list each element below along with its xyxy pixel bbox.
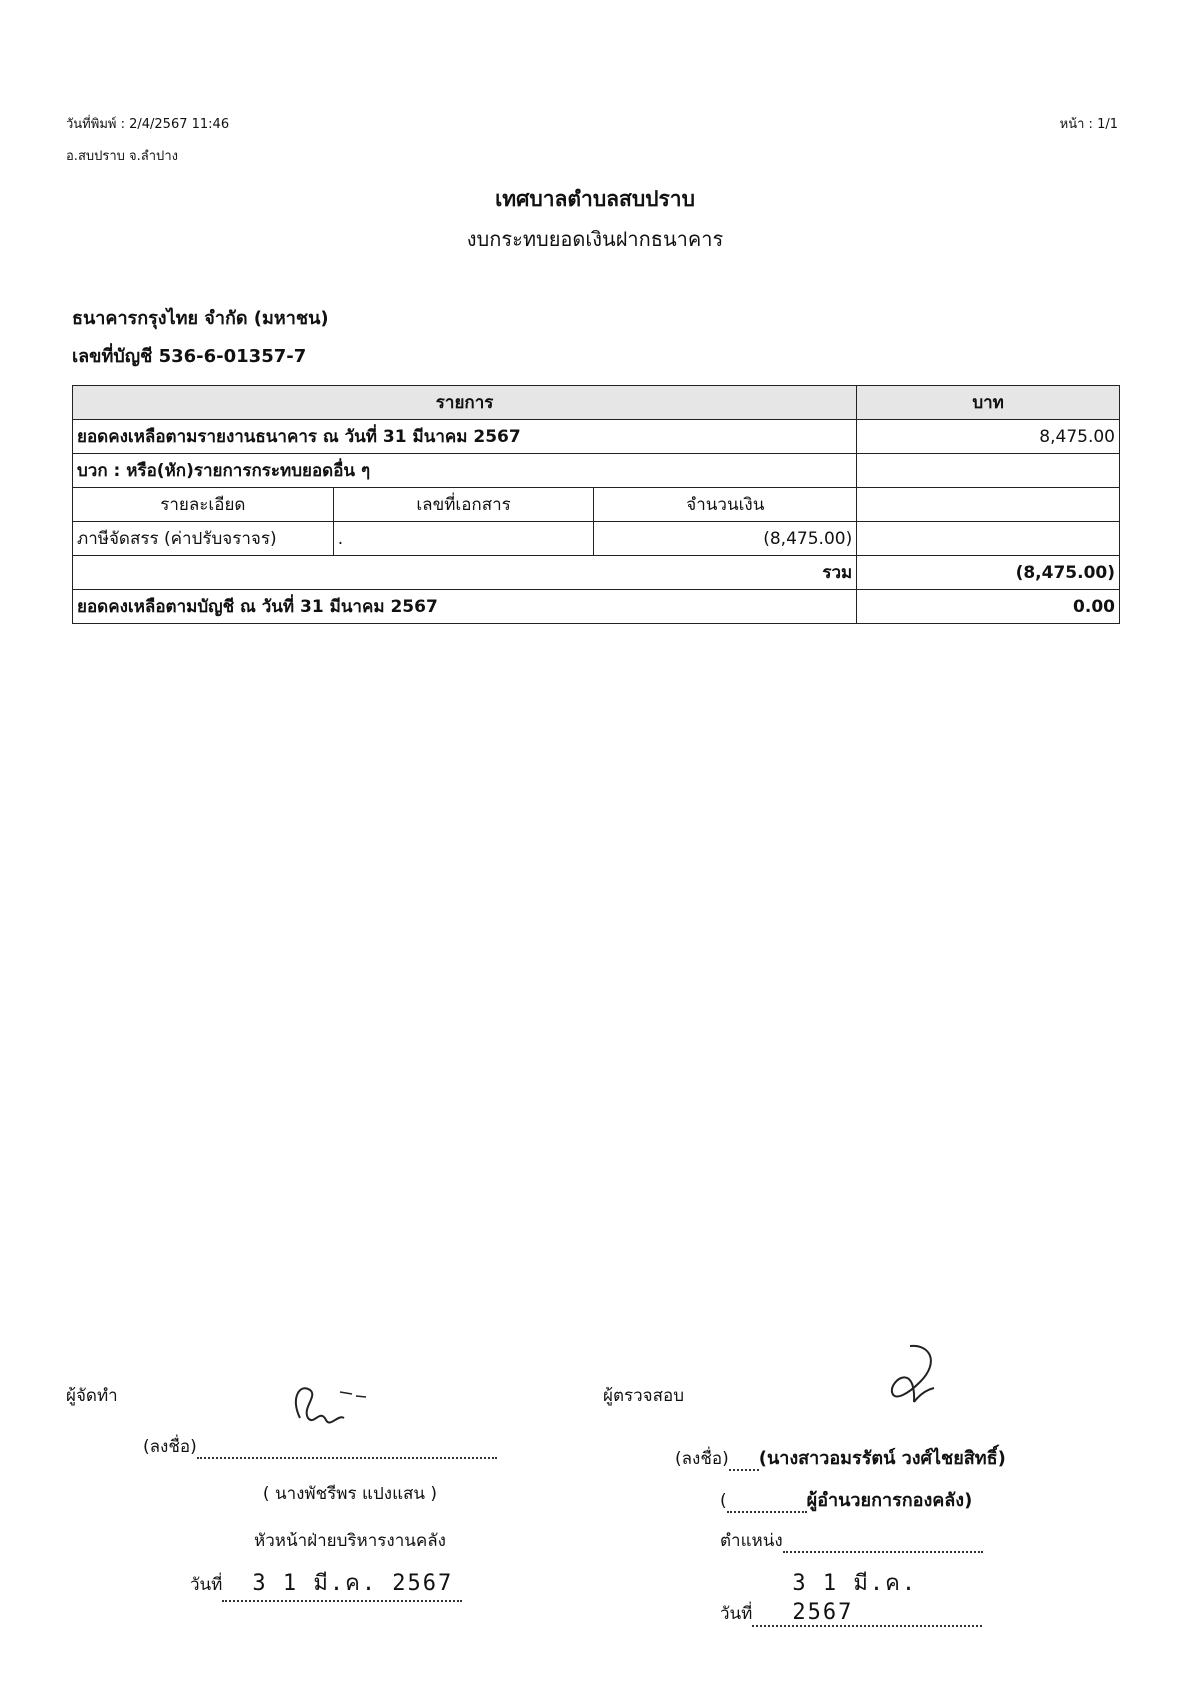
preparer-sign-prefix: (ลงชื่อ): [143, 1437, 197, 1457]
reviewer-role: ผู้ตรวจสอบ: [603, 1386, 685, 1406]
reviewer-name: (นางสาวอมรรัตน์ วงศ์ไชยสิทธิ์): [758, 1448, 1006, 1469]
adjust-label: บวก : หรือ(หัก)รายการกระทบยอดอื่น ๆ: [73, 454, 857, 488]
book-balance-value: 0.00: [857, 590, 1120, 624]
preparer-signature-icon: [280, 1378, 380, 1438]
header-baht: บาท: [857, 386, 1120, 420]
row-amount: (8,475.00): [594, 522, 857, 556]
total-value: (8,475.00): [857, 556, 1120, 590]
reviewer-signature-icon: [870, 1342, 960, 1422]
table-row: [73, 522, 1120, 556]
sub-header-amount: จำนวนเงิน: [594, 488, 857, 522]
reviewer-sign-prefix: (ลงชื่อ): [675, 1449, 729, 1469]
reviewer-date-line: [720, 1565, 982, 1627]
reviewer-sign-dots: [729, 1449, 759, 1471]
row-doc-no: .: [333, 522, 594, 556]
reconciliation-table: [72, 385, 1120, 624]
bank-balance-value: 8,475.00: [857, 420, 1120, 454]
reviewer-date-prefix: วันที่: [720, 1604, 753, 1624]
total-row: [73, 556, 1120, 590]
reviewer-position-dots: [783, 1531, 983, 1553]
preparer-date-line: [190, 1565, 462, 1602]
reviewer-title-dots: [727, 1491, 807, 1513]
adjust-row: [73, 454, 1120, 488]
org-title: เทศบาลตำบลสบปราบ: [495, 187, 695, 211]
location: อ.สบปราบ จ.ลำปาง: [66, 149, 178, 164]
header-item: รายการ: [73, 386, 857, 420]
reviewer-title-prefix: (: [720, 1491, 727, 1511]
preparer-position: หัวหน้าฝ่ายบริหารงานคลัง: [254, 1531, 446, 1551]
reviewer-date-value: 3 1 มี.ค. 2567: [752, 1565, 982, 1627]
total-label: รวม: [73, 556, 857, 590]
print-date: วันที่พิมพ์ : 2/4/2567 11:46: [66, 117, 230, 132]
preparer-name: ( นางพัชรีพร แปงแสน ): [262, 1484, 438, 1504]
page-number: หน้า : 1/1: [1059, 117, 1118, 132]
row-detail: ภาษีจัดสรร (ค่าปรับจราจร): [73, 522, 334, 556]
reviewer-position-line: [720, 1527, 983, 1554]
reviewer-title-line: [720, 1485, 972, 1514]
row-empty: [857, 522, 1120, 556]
bank-name: ธนาคารกรุงไทย จำกัด (มหาชน): [72, 308, 329, 329]
account-number: เลขที่บัญชี 536-6-01357-7: [72, 346, 307, 367]
reviewer-position-prefix: ตำแหน่ง: [720, 1531, 783, 1551]
preparer-sign-line: [143, 1433, 497, 1460]
bank-balance-row: [73, 420, 1120, 454]
book-balance-row: [73, 590, 1120, 624]
table-header-row: [73, 386, 1120, 420]
preparer-date-value: 3 1 มี.ค. 2567: [222, 1565, 462, 1602]
preparer-date-prefix: วันที่: [190, 1575, 223, 1595]
preparer-sign-dots: [197, 1437, 497, 1459]
book-balance-label: ยอดคงเหลือตามบัญชี ณ วันที่ 31 มีนาคม 2567: [73, 590, 857, 624]
doc-title: งบกระทบยอดเงินฝากธนาคาร: [466, 227, 724, 251]
preparer-role: ผู้จัดทำ: [66, 1386, 118, 1406]
sub-header-detail: รายละเอียด: [73, 488, 334, 522]
bank-balance-label: ยอดคงเหลือตามรายงานธนาคาร ณ วันที่ 31 มีนาคม 2567: [73, 420, 857, 454]
adjust-value: [857, 454, 1120, 488]
reviewer-title: ผู้อำนวยการกองคลัง): [806, 1490, 973, 1511]
sub-header-empty: [857, 488, 1120, 522]
sub-header-doc-no: เลขที่เอกสาร: [333, 488, 594, 522]
reviewer-sign-line: [675, 1443, 1006, 1472]
sub-header-row: [73, 488, 1120, 522]
